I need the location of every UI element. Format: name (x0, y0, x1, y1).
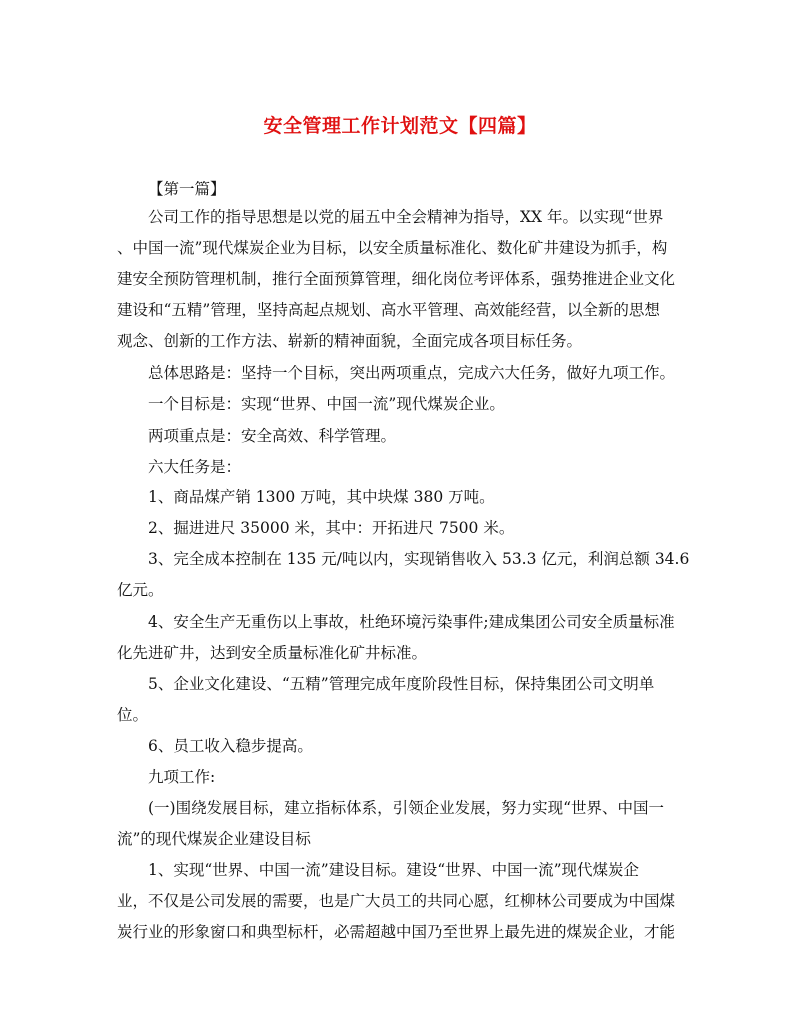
list-item: 6、员工收入稳步提高。 (148, 737, 313, 755)
paragraph-line: 业，不仅是公司发展的需要，也是广大员工的共同心愿，红柳林公司要成为中国煤 (117, 892, 676, 910)
section-heading: 【第一篇】 (148, 180, 226, 198)
list-item-continuation: 化先进矿井，达到安全质量标准化矿井标准。 (117, 644, 428, 662)
paragraph-line: 流”的现代煤炭企业建设目标 (117, 830, 311, 848)
document-title: 安全管理工作计划范文【四篇】 (263, 115, 537, 137)
list-item: 2、掘进进尺 35000 米，其中：开拓进尺 7500 米。 (148, 519, 515, 537)
list-item: 4、安全生产无重伤以上事故，杜绝环境污染事件;建成集团公司安全质量标准 (148, 613, 675, 631)
paragraph-line: (一)围绕发展目标，建立指标体系，引领企业发展，努力实现“世界、中国一 (148, 799, 665, 817)
paragraph-line: 总体思路是：坚持一个目标，突出两项重点，完成六大任务，做好九项工作。 (148, 364, 676, 382)
list-item: 3、完全成本控制在 135 元/吨以内，实现销售收入 53.3 亿元，利润总额 34.6 (148, 550, 690, 568)
list-item-continuation: 亿元。 (117, 581, 164, 599)
paragraph-line: 公司工作的指导思想是以党的届五中全会精神为指导，XX 年。以实现“世界 (148, 208, 664, 226)
list-item-continuation: 位。 (117, 706, 149, 724)
paragraph-line: 、中国一流”现代煤炭企业为目标，以安全质量标准化、数化矿井建设为抓手，构 (117, 239, 668, 257)
list-item: 1、商品煤产销 1300 万吨，其中块煤 380 万吨。 (148, 488, 495, 506)
paragraph-line: 一个目标是：实现“世界、中国一流”现代煤炭企业。 (148, 395, 505, 413)
paragraph-line: 建设和“五精”管理，坚持高起点规划、高水平管理、高效能经营，以全新的思想 (117, 301, 660, 319)
paragraph-line: 九项工作: (148, 768, 216, 786)
paragraph-line: 建安全预防管理机制，推行全面预算管理，细化岗位考评体系，强势推进企业文化 (117, 270, 676, 288)
paragraph-line: 1、实现“世界、中国一流”建设目标。建设“世界、中国一流”现代煤炭企 (148, 861, 640, 879)
paragraph-line: 两项重点是：安全高效、科学管理。 (148, 427, 397, 445)
paragraph-line: 炭行业的形象窗口和典型标杆，必需超越中国乃至世界上最先进的煤炭企业，才能 (117, 923, 676, 941)
paragraph-line: 六大任务是： (148, 458, 242, 476)
list-item: 5、企业文化建设、“五精”管理完成年度阶段性目标，保持集团公司文明单 (148, 675, 655, 693)
paragraph-line: 观念、创新的工作方法、崭新的精神面貌，全面完成各项目标任务。 (117, 332, 583, 350)
